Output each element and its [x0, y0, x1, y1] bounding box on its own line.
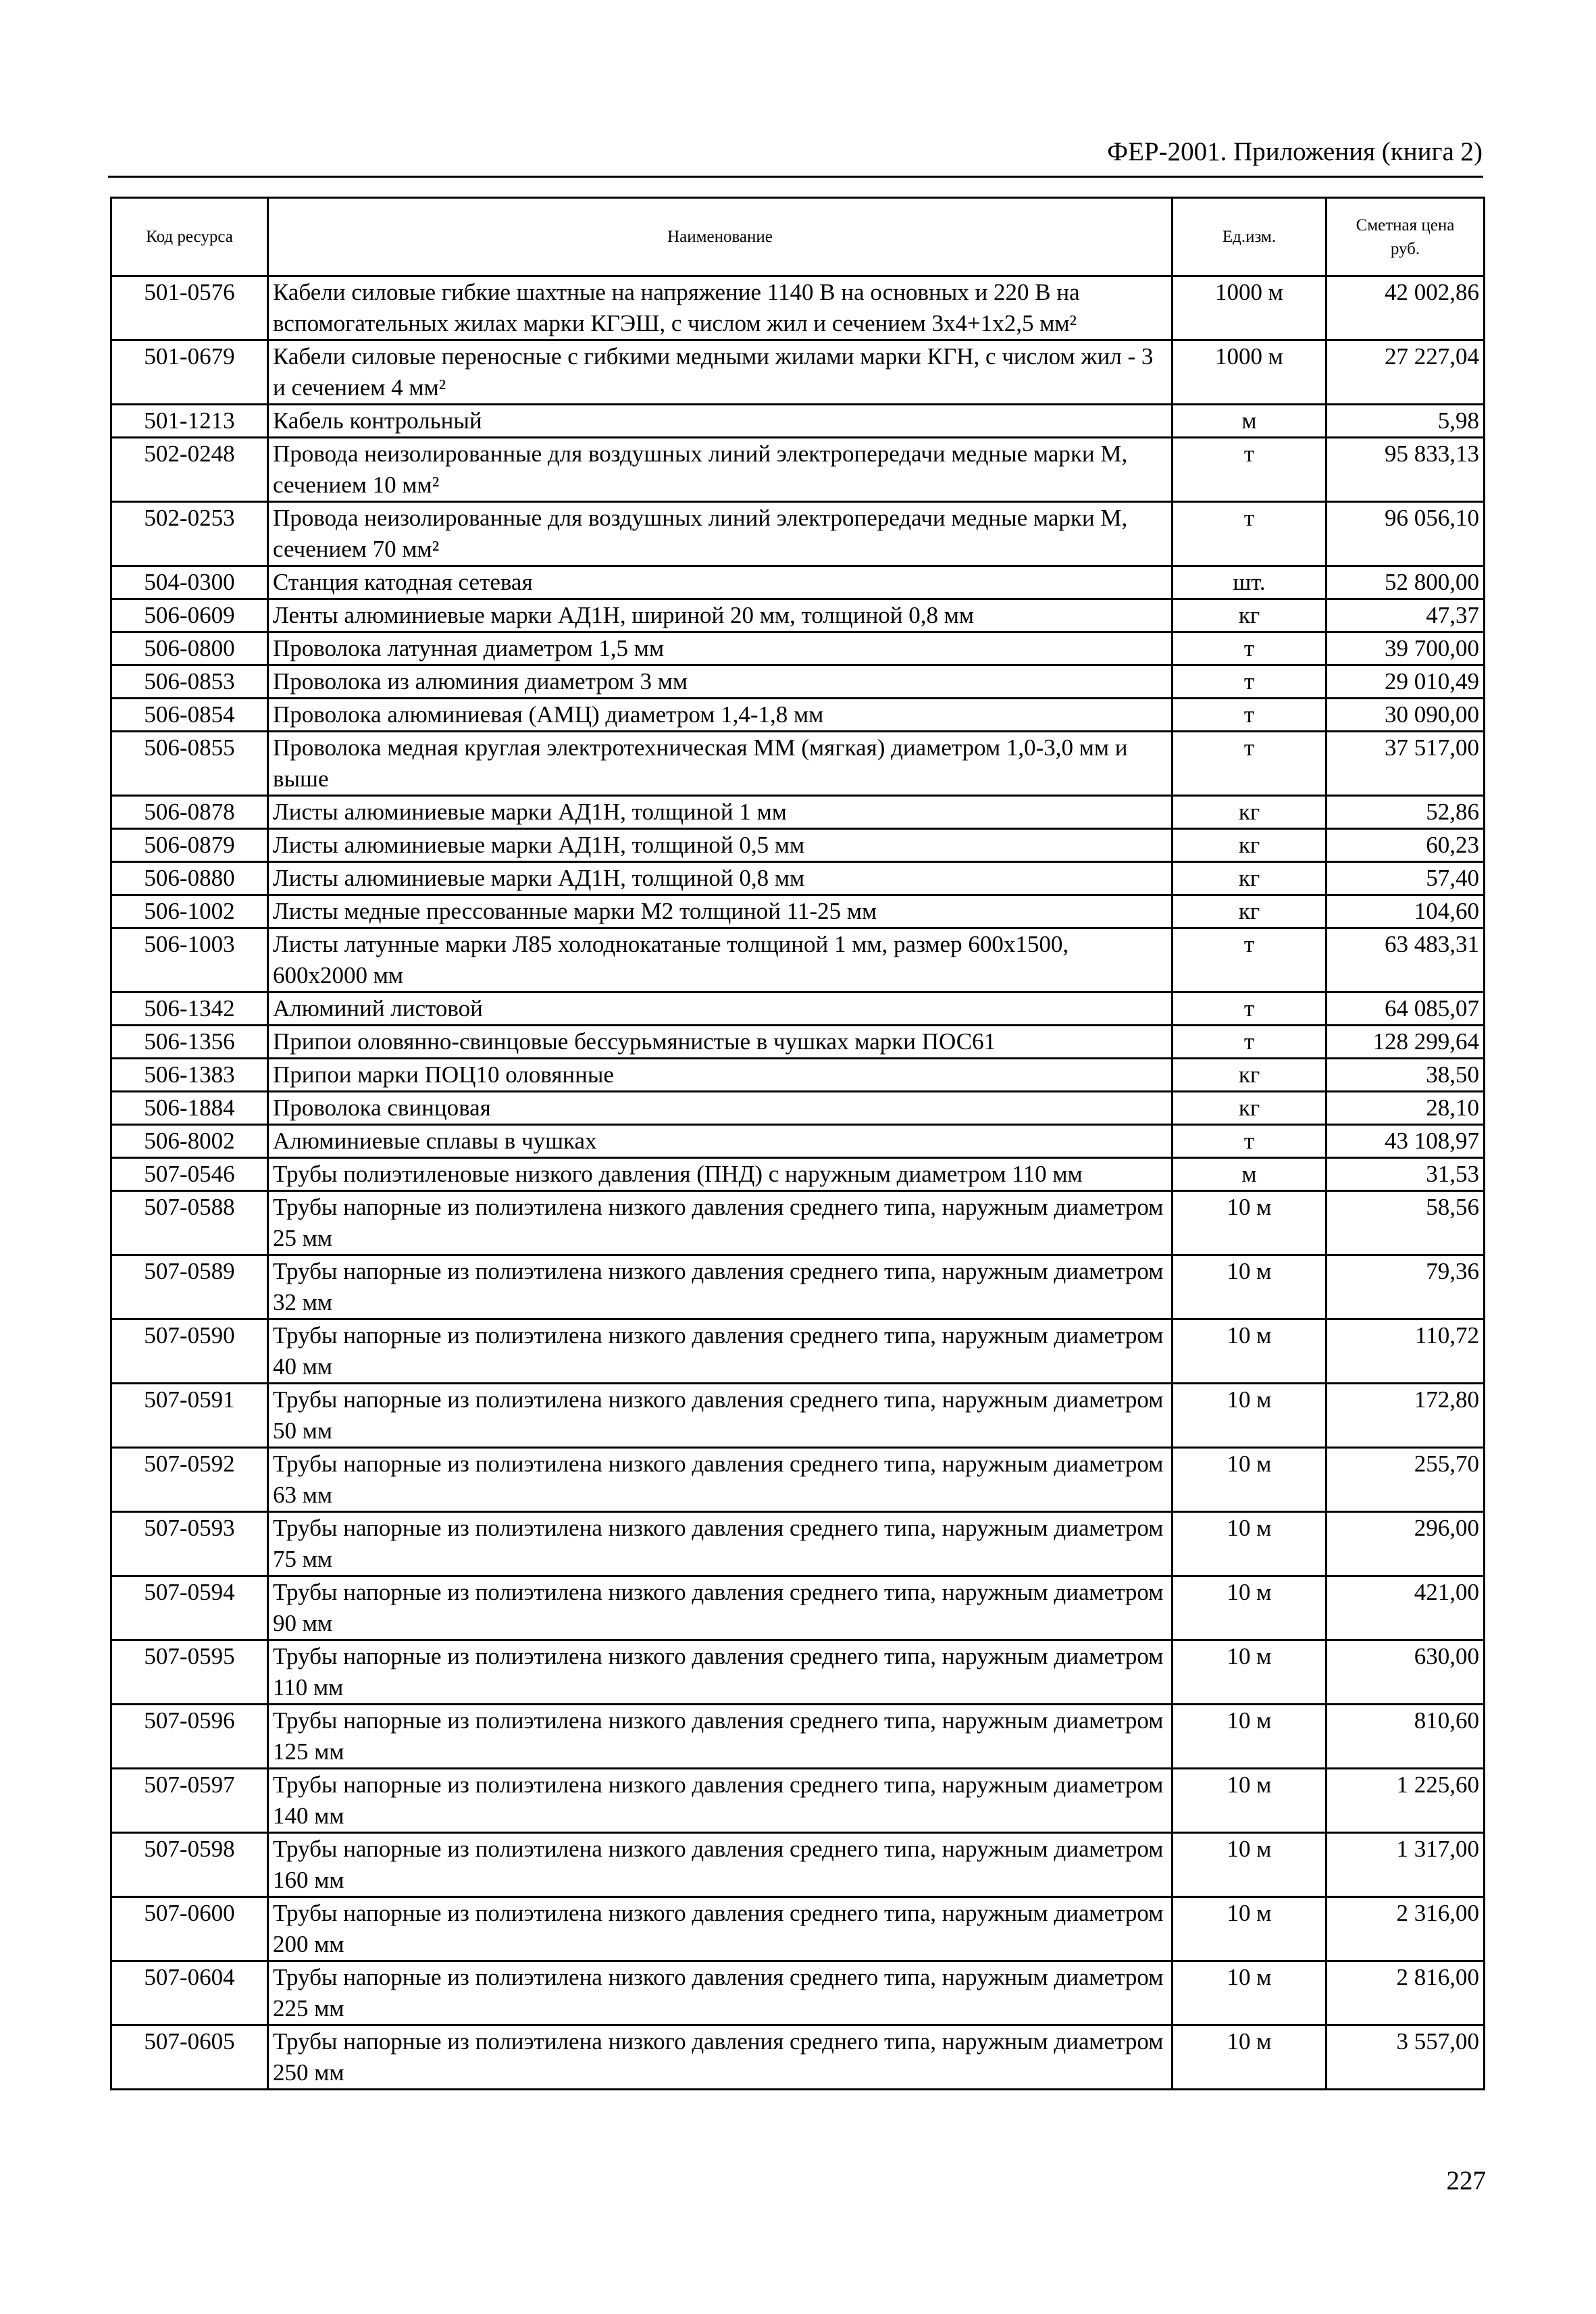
- unit-cell: т: [1173, 438, 1327, 502]
- code-cell: 507-0546: [111, 1158, 268, 1191]
- name-cell: Трубы напорные из полиэтилена низкого давления среднего типа, наружным диаметром 63 мм: [268, 1448, 1173, 1512]
- unit-cell: кг: [1173, 862, 1327, 895]
- table-row: [111, 1448, 1485, 1512]
- unit-cell: т: [1173, 665, 1327, 699]
- table-row: [111, 405, 1485, 438]
- name-cell: Трубы напорные из полиэтилена низкого давления среднего типа, наружным диаметром 50 мм: [268, 1384, 1173, 1448]
- code-cell: 506-1002: [111, 895, 268, 928]
- price-cell: 28,10: [1327, 1092, 1485, 1125]
- name-cell: Листы алюминиевые марки АД1Н, толщиной 1 мм: [268, 796, 1173, 829]
- code-cell: 506-1003: [111, 928, 268, 992]
- name-cell: Проволока свинцовая: [268, 1092, 1173, 1125]
- table-row: [111, 928, 1485, 992]
- price-cell: 128 299,64: [1327, 1026, 1485, 1059]
- price-cell: 296,00: [1327, 1512, 1485, 1576]
- price-cell: 104,60: [1327, 895, 1485, 928]
- table-body: [111, 276, 1485, 2090]
- unit-cell: 10 м: [1173, 2026, 1327, 2090]
- unit-cell: 10 м: [1173, 1319, 1327, 1384]
- unit-cell: 10 м: [1173, 1640, 1327, 1705]
- code-cell: 506-0609: [111, 599, 268, 632]
- price-cell: 29 010,49: [1327, 665, 1485, 699]
- unit-cell: т: [1173, 992, 1327, 1026]
- code-cell: 506-8002: [111, 1125, 268, 1158]
- code-cell: 506-1383: [111, 1059, 268, 1092]
- price-cell: 810,60: [1327, 1705, 1485, 1769]
- name-cell: Провода неизолированные для воздушных линий электропередачи медные марки М, сечением 10 мм²: [268, 438, 1173, 502]
- name-cell: Трубы напорные из полиэтилена низкого давления среднего типа, наружным диаметром 140 мм: [268, 1769, 1173, 1833]
- unit-cell: кг: [1173, 895, 1327, 928]
- price-cell: 64 085,07: [1327, 992, 1485, 1026]
- code-cell: 507-0594: [111, 1576, 268, 1640]
- unit-cell: т: [1173, 1026, 1327, 1059]
- code-cell: 507-0591: [111, 1384, 268, 1448]
- price-cell: 52,86: [1327, 796, 1485, 829]
- unit-cell: шт.: [1173, 566, 1327, 599]
- unit-cell: 10 м: [1173, 1961, 1327, 2026]
- table-header-row: [111, 198, 1485, 276]
- code-cell: 501-0576: [111, 276, 268, 341]
- unit-cell: 10 м: [1173, 1448, 1327, 1512]
- price-cell: 31,53: [1327, 1158, 1485, 1191]
- table-row: [111, 1158, 1485, 1191]
- table-row: [111, 1319, 1485, 1384]
- unit-cell: 10 м: [1173, 1384, 1327, 1448]
- table-row: [111, 1191, 1485, 1255]
- code-cell: 507-0588: [111, 1191, 268, 1255]
- unit-cell: 1000 м: [1173, 341, 1327, 405]
- code-cell: 506-0878: [111, 796, 268, 829]
- table-row: [111, 632, 1485, 665]
- code-cell: 501-1213: [111, 405, 268, 438]
- unit-cell: т: [1173, 632, 1327, 665]
- name-cell: Трубы напорные из полиэтилена низкого давления среднего типа, наружным диаметром 25 мм: [268, 1191, 1173, 1255]
- unit-cell: кг: [1173, 1059, 1327, 1092]
- unit-cell: кг: [1173, 599, 1327, 632]
- unit-cell: т: [1173, 928, 1327, 992]
- code-cell: 507-0600: [111, 1897, 268, 1961]
- code-cell: 507-0596: [111, 1705, 268, 1769]
- price-cell: 38,50: [1327, 1059, 1485, 1092]
- name-cell: Трубы полиэтиленовые низкого давления (ПНД) с наружным диаметром 110 мм: [268, 1158, 1173, 1191]
- name-cell: Кабели силовые переносные с гибкими медными жилами марки КГН, с числом жил - 3 и сечением 4 мм²: [268, 341, 1173, 405]
- name-cell: Кабели силовые гибкие шахтные на напряжение 1140 В на основных и 220 В на вспомогательных жилах марки КГЭШ, с числом жил и сечением 3х4+1х2,5 мм²: [268, 276, 1173, 341]
- code-cell: 506-1356: [111, 1026, 268, 1059]
- code-cell: 504-0300: [111, 566, 268, 599]
- name-cell: Трубы напорные из полиэтилена низкого давления среднего типа, наружным диаметром 40 мм: [268, 1319, 1173, 1384]
- code-cell: 506-0880: [111, 862, 268, 895]
- table-row: [111, 1512, 1485, 1576]
- code-cell: 507-0604: [111, 1961, 268, 2026]
- unit-cell: 10 м: [1173, 1833, 1327, 1897]
- unit-cell: кг: [1173, 796, 1327, 829]
- name-cell: Станция катодная сетевая: [268, 566, 1173, 599]
- code-cell: 507-0597: [111, 1769, 268, 1833]
- table-row: [111, 1576, 1485, 1640]
- table-row: [111, 1833, 1485, 1897]
- table-row: [111, 599, 1485, 632]
- price-cell: 2 316,00: [1327, 1897, 1485, 1961]
- table-row: [111, 895, 1485, 928]
- code-cell: 507-0590: [111, 1319, 268, 1384]
- price-cell: 52 800,00: [1327, 566, 1485, 599]
- price-cell: 2 816,00: [1327, 1961, 1485, 2026]
- code-cell: 506-0855: [111, 732, 268, 796]
- table-row: [111, 1092, 1485, 1125]
- price-cell: 95 833,13: [1327, 438, 1485, 502]
- unit-cell: м: [1173, 1158, 1327, 1191]
- name-cell: Трубы напорные из полиэтилена низкого давления среднего типа, наружным диаметром 250 мм: [268, 2026, 1173, 2090]
- name-cell: Припои оловянно-свинцовые бессурьмянистые в чушках марки ПОС61: [268, 1026, 1173, 1059]
- table-row: [111, 992, 1485, 1026]
- price-cell: 63 483,31: [1327, 928, 1485, 992]
- unit-cell: 10 м: [1173, 1705, 1327, 1769]
- price-cell: 79,36: [1327, 1255, 1485, 1319]
- price-cell: 255,70: [1327, 1448, 1485, 1512]
- table-row: [111, 1026, 1485, 1059]
- code-cell: 506-0800: [111, 632, 268, 665]
- column-header-name: Наименование: [268, 198, 1173, 276]
- name-cell: Проволока медная круглая электротехническая ММ (мягкая) диаметром 1,0-3,0 мм и выше: [268, 732, 1173, 796]
- unit-cell: 10 м: [1173, 1576, 1327, 1640]
- price-cell: 110,72: [1327, 1319, 1485, 1384]
- price-cell: 172,80: [1327, 1384, 1485, 1448]
- column-header-price: [1327, 198, 1485, 276]
- code-cell: 501-0679: [111, 341, 268, 405]
- price-cell: 3 557,00: [1327, 2026, 1485, 2090]
- name-cell: Трубы напорные из полиэтилена низкого давления среднего типа, наружным диаметром 32 мм: [268, 1255, 1173, 1319]
- table-row: [111, 2026, 1485, 2090]
- table-row: [111, 665, 1485, 699]
- name-cell: Трубы напорные из полиэтилена низкого давления среднего типа, наружным диаметром 200 мм: [268, 1897, 1173, 1961]
- column-header-code: Код ресурса: [111, 198, 268, 276]
- price-cell: 630,00: [1327, 1640, 1485, 1705]
- unit-cell: 10 м: [1173, 1897, 1327, 1961]
- price-cell: 57,40: [1327, 862, 1485, 895]
- table-row: [111, 566, 1485, 599]
- price-cell: 42 002,86: [1327, 276, 1485, 341]
- table-row: [111, 1961, 1485, 2026]
- price-cell: 1 225,60: [1327, 1769, 1485, 1833]
- table-row: [111, 1255, 1485, 1319]
- column-header-price-text: Сметная цена руб.: [1356, 216, 1455, 258]
- unit-cell: кг: [1173, 829, 1327, 862]
- name-cell: Алюминиевые сплавы в чушках: [268, 1125, 1173, 1158]
- name-cell: Ленты алюминиевые марки АД1Н, шириной 20 мм, толщиной 0,8 мм: [268, 599, 1173, 632]
- name-cell: Проволока латунная диаметром 1,5 мм: [268, 632, 1173, 665]
- price-cell: 96 056,10: [1327, 502, 1485, 566]
- code-cell: 507-0592: [111, 1448, 268, 1512]
- price-cell: 27 227,04: [1327, 341, 1485, 405]
- page-number: 227: [1446, 2166, 1486, 2195]
- table-row: [111, 699, 1485, 732]
- name-cell: Трубы напорные из полиэтилена низкого давления среднего типа, наружным диаметром 75 мм: [268, 1512, 1173, 1576]
- unit-cell: т: [1173, 732, 1327, 796]
- table-row: [111, 1769, 1485, 1833]
- unit-cell: 1000 м: [1173, 276, 1327, 341]
- table-row: [111, 796, 1485, 829]
- code-cell: 506-0879: [111, 829, 268, 862]
- price-cell: 39 700,00: [1327, 632, 1485, 665]
- name-cell: Листы алюминиевые марки АД1Н, толщиной 0,8 мм: [268, 862, 1173, 895]
- table-row: [111, 732, 1485, 796]
- name-cell: Листы медные прессованные марки М2 толщиной 11-25 мм: [268, 895, 1173, 928]
- unit-cell: м: [1173, 405, 1327, 438]
- price-cell: 58,56: [1327, 1191, 1485, 1255]
- table-row: [111, 862, 1485, 895]
- name-cell: Провода неизолированные для воздушных линий электропередачи медные марки М, сечением 70 мм²: [268, 502, 1173, 566]
- name-cell: Проволока алюминиевая (АМЦ) диаметром 1,4-1,8 мм: [268, 699, 1173, 732]
- unit-cell: т: [1173, 502, 1327, 566]
- table-row: [111, 1384, 1485, 1448]
- price-cell: 43 108,97: [1327, 1125, 1485, 1158]
- code-cell: 506-1884: [111, 1092, 268, 1125]
- unit-cell: кг: [1173, 1092, 1327, 1125]
- code-cell: 507-0605: [111, 2026, 268, 2090]
- name-cell: Листы латунные марки Л85 холоднокатаные толщиной 1 мм, размер 600х1500, 600х2000 мм: [268, 928, 1173, 992]
- price-cell: 1 317,00: [1327, 1833, 1485, 1897]
- price-cell: 30 090,00: [1327, 699, 1485, 732]
- header-rule: [108, 176, 1483, 178]
- code-cell: 507-0589: [111, 1255, 268, 1319]
- unit-cell: т: [1173, 1125, 1327, 1158]
- unit-cell: 10 м: [1173, 1512, 1327, 1576]
- price-table: [110, 197, 1485, 2090]
- table-row: [111, 1897, 1485, 1961]
- running-title: ФЕР-2001. Приложения (книга 2): [1107, 137, 1483, 166]
- table-row: [111, 1640, 1485, 1705]
- code-cell: 506-0854: [111, 699, 268, 732]
- price-cell: 421,00: [1327, 1576, 1485, 1640]
- price-cell: 5,98: [1327, 405, 1485, 438]
- code-cell: 507-0595: [111, 1640, 268, 1705]
- code-cell: 502-0253: [111, 502, 268, 566]
- name-cell: Припои марки ПОЦ10 оловянные: [268, 1059, 1173, 1092]
- table-row: [111, 1705, 1485, 1769]
- name-cell: Алюминий листовой: [268, 992, 1173, 1026]
- name-cell: Кабель контрольный: [268, 405, 1173, 438]
- table-row: [111, 829, 1485, 862]
- unit-cell: 10 м: [1173, 1255, 1327, 1319]
- name-cell: Трубы напорные из полиэтилена низкого давления среднего типа, наружным диаметром 90 мм: [268, 1576, 1173, 1640]
- table-row: [111, 438, 1485, 502]
- code-cell: 502-0248: [111, 438, 268, 502]
- table-row: [111, 502, 1485, 566]
- name-cell: Трубы напорные из полиэтилена низкого давления среднего типа, наружным диаметром 125 мм: [268, 1705, 1173, 1769]
- table-row: [111, 341, 1485, 405]
- unit-cell: т: [1173, 699, 1327, 732]
- name-cell: Трубы напорные из полиэтилена низкого давления среднего типа, наружным диаметром 225 мм: [268, 1961, 1173, 2026]
- code-cell: 506-1342: [111, 992, 268, 1026]
- name-cell: Трубы напорные из полиэтилена низкого давления среднего типа, наружным диаметром 160 мм: [268, 1833, 1173, 1897]
- name-cell: Листы алюминиевые марки АД1Н, толщиной 0,5 мм: [268, 829, 1173, 862]
- name-cell: Трубы напорные из полиэтилена низкого давления среднего типа, наружным диаметром 110 мм: [268, 1640, 1173, 1705]
- price-cell: 60,23: [1327, 829, 1485, 862]
- unit-cell: 10 м: [1173, 1191, 1327, 1255]
- table-row: [111, 1059, 1485, 1092]
- code-cell: 507-0593: [111, 1512, 268, 1576]
- code-cell: 507-0598: [111, 1833, 268, 1897]
- table-row: [111, 276, 1485, 341]
- column-header-unit: Ед.изм.: [1173, 198, 1327, 276]
- name-cell: Проволока из алюминия диаметром 3 мм: [268, 665, 1173, 699]
- price-cell: 37 517,00: [1327, 732, 1485, 796]
- price-cell: 47,37: [1327, 599, 1485, 632]
- code-cell: 506-0853: [111, 665, 268, 699]
- table-row: [111, 1125, 1485, 1158]
- unit-cell: 10 м: [1173, 1769, 1327, 1833]
